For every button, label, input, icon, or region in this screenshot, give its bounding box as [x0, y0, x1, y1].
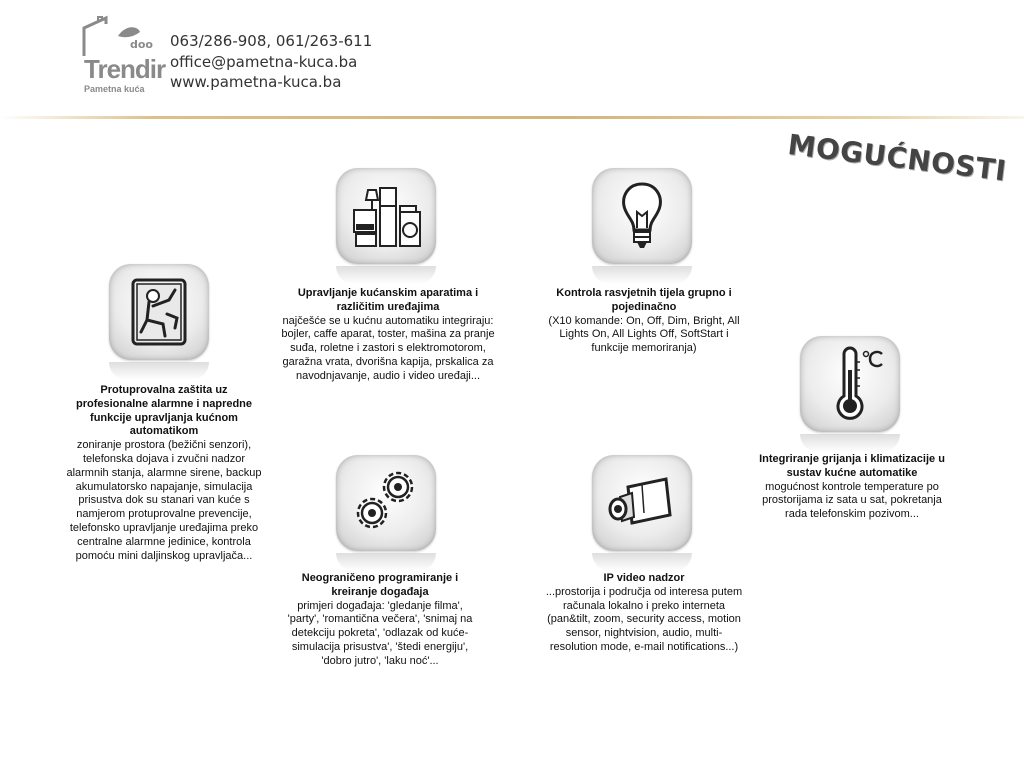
feature-title: Neograničeno programiranje i kreiranje događaja — [301, 572, 459, 598]
lightbulb-icon — [602, 178, 682, 254]
feature-title: IP video nadzor — [603, 572, 685, 584]
feature-text-programming — [280, 572, 480, 669]
svg-text:Trendir: Trendir — [84, 54, 166, 84]
feature-title: Kontrola rasvjetnih tijela grupno i pojedinačno — [556, 287, 732, 313]
feature-text-video — [544, 572, 744, 655]
svg-text:Pametna kuća: Pametna kuća — [84, 84, 145, 94]
gears-icon — [346, 465, 426, 541]
burglar-icon — [119, 274, 199, 350]
feature-text-appliances — [280, 287, 496, 384]
contact-info — [170, 31, 372, 93]
feature-text-heating — [752, 453, 952, 522]
feature-body: zoniranje prostora (bežični senzori), telefonska dojava i zvučni nadzor alarmnih stanja, alarmne sirene, backup akumulatorsko napajanje, simulacija prisustva dok su stanari van kuće s namjerom protuprovalne prevencije, telefonsko upravljanje uređajima preko centralne alarmne jedinice, kontrola pomoću mini daljinskog upravljača... — [66, 439, 262, 562]
feature-body: primjeri događaja: 'gledanje filma', 'party', 'romantična večera', 'snimaj na detekciju pokreta', 'odlazak od kuće-simulacija prisustva', 'štedi energiju', 'dobro jutro', 'laku noć'... — [287, 599, 473, 667]
feature-tile-programming[interactable] — [336, 455, 436, 571]
feature-body: najčešće se u kućnu automatiku integriraju: bojler, caffe aparat, toster, mašina za pranje suđa, roletne i zastori s elektromotorom, garažna vrata, dvorišna kapija, prskalica za navodnjavanje, audio i video uređaji... — [281, 314, 495, 382]
company-logo — [78, 14, 166, 98]
feature-body: (X10 komande: On, Off, Dim, Bright, All Lights On, All Lights Off, SoftStart i funkcije memoriranja) — [548, 314, 740, 355]
feature-body: mogućnost kontrole temperature po prostorijama iz sata u sat, pokretanja rada telefonskim pozivom... — [762, 480, 942, 521]
svg-text:doo: doo — [130, 38, 153, 51]
camera-icon — [602, 465, 682, 541]
feature-tile-appliances[interactable] — [336, 168, 436, 284]
page-title: MOGUĆNOSTI — [785, 128, 1009, 188]
email-link[interactable]: office@pametna-kuca.ba — [170, 52, 358, 71]
feature-title: Protuprovalna zaštita uz profesionalne alarmne i napredne funkcije upravljanja kućnom automatikom — [75, 384, 253, 438]
feature-title: Integriranje grijanja i klimatizacije u sustav kućne automatike — [759, 453, 945, 479]
website-link[interactable]: www.pametna-kuca.ba — [170, 73, 342, 91]
feature-text-lighting — [540, 287, 748, 356]
feature-text-security — [64, 384, 264, 563]
feature-tile-security[interactable] — [109, 264, 209, 380]
header-divider — [0, 116, 1024, 119]
feature-body: ...prostorija i područja od interesa putem računala lokalno i preko interneta (pan&tilt, zoom, security access, motion sensor, nightvision, audio, multi-resolution mode, e-mail notifications...) — [545, 585, 743, 653]
feature-tile-lighting[interactable] — [592, 168, 692, 284]
phone-numbers: 063/286-908, 061/263-611 — [170, 32, 373, 50]
thermometer-icon — [810, 346, 890, 422]
feature-title: Upravljanje kućanskim aparatima i različitim uređajima — [297, 287, 479, 313]
feature-tile-heating[interactable] — [800, 336, 900, 452]
appliances-icon — [346, 178, 426, 254]
feature-tile-video[interactable] — [592, 455, 692, 571]
